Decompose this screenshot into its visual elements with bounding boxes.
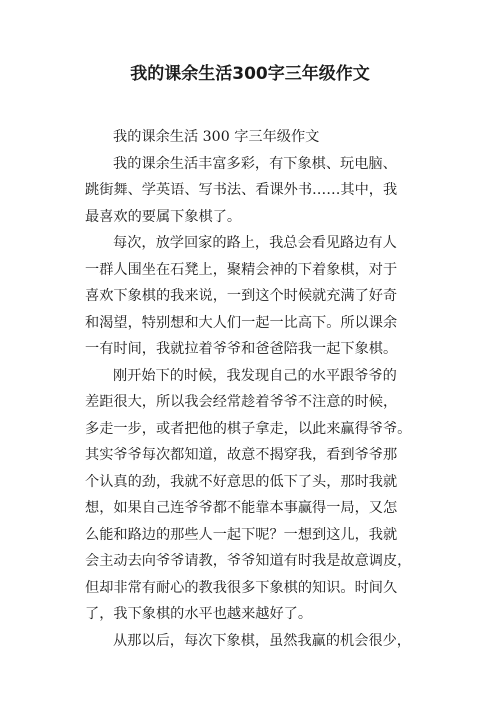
document-body	[85, 124, 425, 654]
paragraph-2	[85, 230, 425, 363]
paragraph-line: 么能和路边的那些人一起下呢？一想到这儿，我就	[85, 526, 398, 543]
paragraph-line: 一有时间，我就拉着爷爷和爸爸陪我一起下象棋。	[85, 341, 398, 357]
paragraph-line: 差距很大，所以我会经常趁着爷爷不注意的时候，	[85, 394, 398, 410]
paragraph-line: 其实爷爷每次都知道，故意不揭穿我，看到爷爷那	[85, 447, 398, 463]
paragraph-line: 了，我下象棋的水平也越来越好了。	[85, 606, 313, 622]
paragraph-line: 个认真的劲，我就不好意思的低下了头，那时我就	[85, 473, 398, 490]
paragraph-1	[85, 151, 425, 231]
paragraph-line: 和渴望，特别想和大人们一起一比高下。所以课余	[85, 314, 398, 331]
paragraph-line: 从那以后，每次下象棋，虽然我赢的机会很少，	[113, 632, 411, 649]
paragraph-4	[85, 628, 425, 655]
paragraph-line: 但却非常有耐心的教我很多下象棋的知识。时间久	[85, 579, 398, 596]
paragraph-line: 跳街舞、学英语、写书法、看课外书……其中，我	[85, 182, 398, 198]
paragraph-line: 会主动去向爷爷请教，爷爷知道有时我是故意调皮，	[85, 553, 412, 569]
paragraph-3	[85, 363, 425, 628]
paragraph-line: 最喜欢的要属下象棋了。	[85, 208, 242, 225]
paragraph-line: 喜欢下象棋的我来说，一到这个时候就充满了好奇	[85, 288, 398, 304]
paragraph-line: 我的课余生活丰富多彩，有下象棋、玩电脑、	[113, 155, 397, 172]
document-title: 我的课余生活300字三年级作文	[130, 64, 370, 84]
paragraph-line: 刚开始下的时候，我发现自己的水平跟爷爷的	[113, 367, 397, 384]
document-subhead: 我的课余生活 300 字三年级作文	[113, 129, 320, 145]
paragraph-line: 想，如果自己连爷爷都不能靠本事赢得一局，又怎	[85, 500, 398, 516]
paragraph-line: 一群人围坐在石凳上，聚精会神的下着象棋，对于	[85, 261, 398, 278]
paragraph-line: 多走一步，或者把他的棋子拿走，以此来赢得爷爷。	[85, 420, 412, 437]
paragraph-line: 每次，放学回家的路上，我总会看见路边有人	[113, 235, 397, 251]
